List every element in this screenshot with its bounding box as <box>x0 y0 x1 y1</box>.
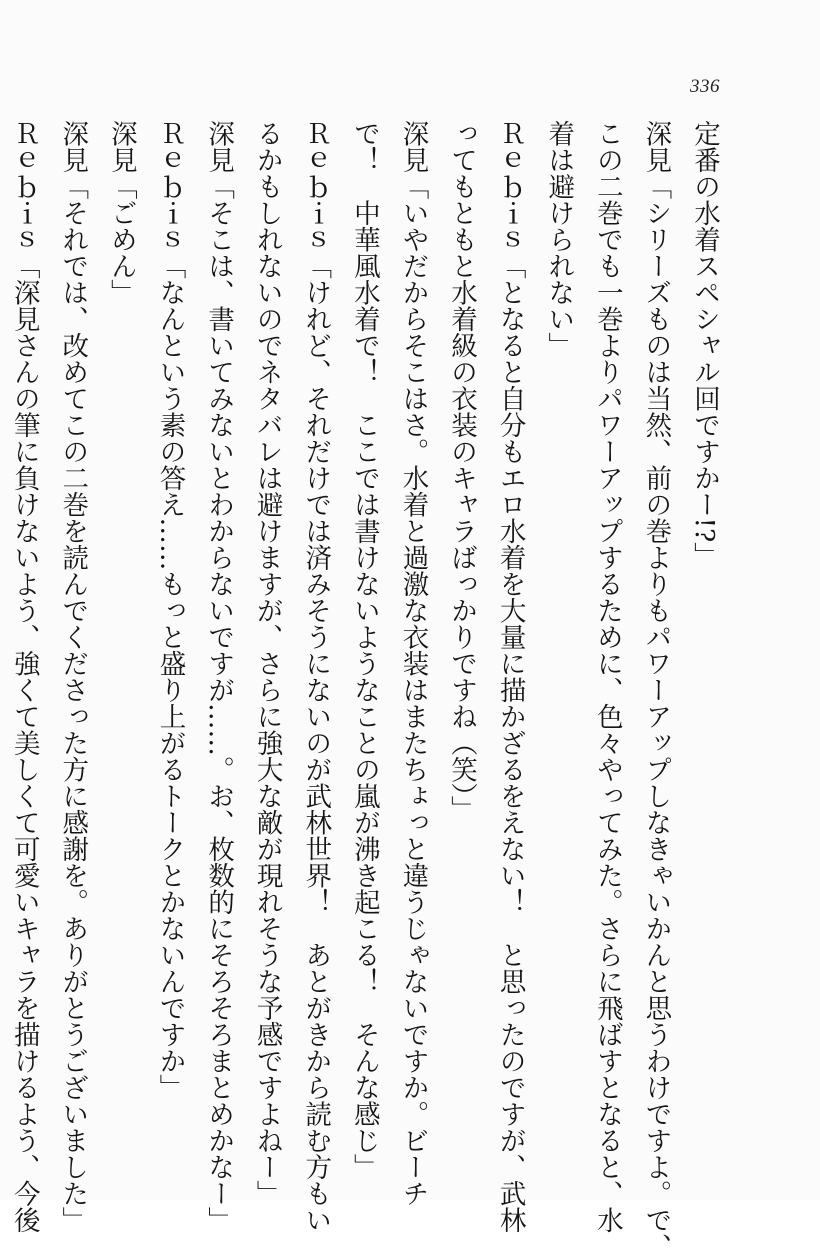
text-line: 定番の水着スペシャル回ですかー!?」 <box>689 120 720 569</box>
text-line: るかもしれないのでネタバレは避けますが、さらに強大な敵が現れそうな予感ですよねー」 <box>251 120 283 1207</box>
text-line: 深見「いやだからそこはさ。水着と過激な衣装はまたちょっと違うじゃないですか。ビーチ <box>397 120 429 1207</box>
text-line: Ｒｅｂｉｓ「なんという素の答え……もっと盛り上がるトークとかないんですか」 <box>154 120 186 1101</box>
text-line: Ｒｅｂｉｓ「けれど、それだけでは済みそうにないのが武林世界！ あとがきから読む方もい <box>300 120 332 1233</box>
afterword-text <box>0 120 728 1260</box>
text-line: 深見「そこは、書いてみないとわからないですが……。お、枚数的にそろそろまとめかなー」 <box>203 120 235 1233</box>
text-line: 深見「シリーズものは当然、前の巻よりもパワーアップしなきゃいかんと思うわけですよ。で、 <box>640 120 672 1260</box>
text-line: で！ 中華風水着で！ ここでは書けないようなことの嵐が沸き起こる！ そんな感じ」 <box>348 120 380 1180</box>
page-number: 336 <box>690 76 720 97</box>
text-line: この二巻でも一巻よりパワーアップするために、色々やってみた。さらに飛ばすとなると、水 <box>591 120 623 1233</box>
text-line: 着は避けられない」 <box>543 120 575 359</box>
text-line: 深見「ごめん」 <box>105 120 137 306</box>
text-line: 深見「それでは、改めてこの二巻を読んでくださった方に感謝を。ありがとうございました」 <box>57 120 89 1233</box>
text-line: Ｒｅｂｉｓ「深見さんの筆に負けないよう、強くて美しくて可愛いキャラを描けるよう、今後 <box>8 120 40 1233</box>
text-line: Ｒｅｂｉｓ「となると自分もエロ水着を大量に描かざるをえない！ と思ったのですが、武林 <box>494 120 526 1233</box>
text-line: ってもともと水着級の衣装のキャラばっかりですね（笑）」 <box>446 120 478 823</box>
